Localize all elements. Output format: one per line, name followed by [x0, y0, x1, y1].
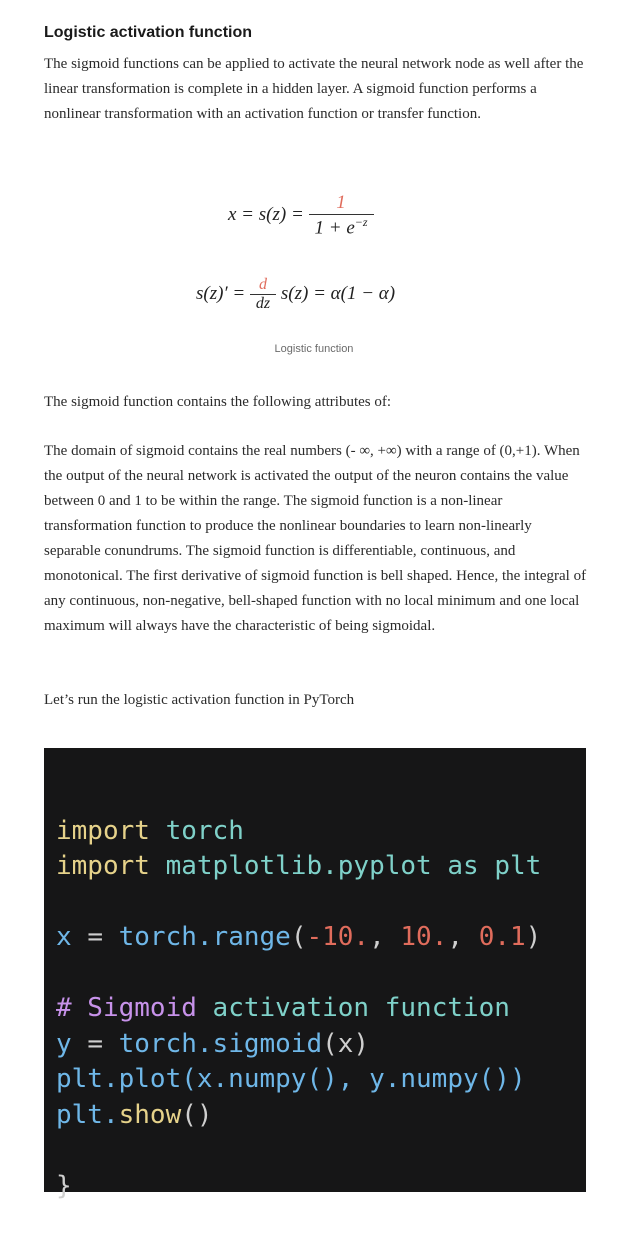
formula-fraction [309, 192, 374, 239]
derivative-lhs: s(z)′ = [196, 282, 246, 304]
code-line-5 [56, 956, 586, 992]
code-call: torch.range [118, 922, 291, 952]
code-args: (x) [322, 1028, 370, 1059]
code-call: torch.sigmoid [118, 1028, 323, 1059]
code-variable: x [56, 922, 72, 952]
code-module: torch [165, 815, 244, 846]
attributes-paragraph: The domain of sigmoid contains the real numbers (- ∞, +∞) with a range of (0,+1). When the output of the neural network is activated the output of the neuron contains the value between 0 and 1 to be within the range. The sigmoid function is a non-linear transformation function to produce the nonlinear boundaries to learn non-linearly separable conundrums. The sigmoid function is differentiable, continuous, and monotonical. The first derivative of sigmoid function is bell shaped. Hence, the integral of any continuous, non-negative, bell-shaped function with no local minimum and one local maximum will always have the characteristic of being sigmoidal. [44, 443, 587, 634]
code-comma: , [447, 922, 464, 952]
fraction-numerator: 1 [309, 192, 374, 215]
code-line-7 [56, 1027, 586, 1063]
denominator-exponent: −z [354, 215, 368, 229]
code-keyword: as [447, 851, 479, 881]
code-variable: y [56, 1028, 72, 1059]
code-block [44, 748, 586, 1201]
code-paren: ) [525, 922, 542, 952]
derivative-rhs: s(z) = α(1 − α) [280, 282, 396, 304]
denominator-base: 1 + e [314, 217, 355, 239]
code-alias: plt [494, 851, 542, 881]
code-line-3 [56, 885, 586, 921]
code-method: show [118, 1099, 182, 1130]
derivative-denominator: dz [255, 295, 271, 312]
code-number: 10. [400, 922, 448, 952]
code-line-11 [56, 1169, 586, 1205]
code-line-4 [56, 920, 586, 956]
fraction-denominator [309, 215, 374, 239]
code-keyword: import [56, 851, 150, 881]
code-line-6 [56, 991, 586, 1027]
code-object: plt. [56, 1099, 119, 1130]
derivative-formula [196, 276, 395, 313]
code-line-9 [56, 1098, 586, 1134]
code-line-10 [56, 1133, 586, 1169]
code-line-8 [56, 1062, 586, 1098]
intro-paragraph: The sigmoid functions can be applied to activate the neural network node as well after the linear transformation is complete in a hidden layer. A sigmoid function performs a nonlinear transformation with an activation function or transfer function. [44, 56, 584, 122]
code-comment: # Sigmoid [56, 993, 197, 1023]
attributes-intro: The sigmoid function contains the following attributes of: [44, 394, 392, 410]
code-comma: , [369, 922, 385, 952]
derivative-numerator: d [250, 276, 276, 295]
code-line-1 [56, 814, 586, 850]
formula-lhs: x = s(z) = [228, 204, 304, 226]
code-paren: ( [290, 922, 307, 952]
section-heading: Logistic activation function [44, 24, 253, 41]
code-number: 0.1 [478, 922, 526, 952]
code-paren: () [181, 1099, 213, 1130]
code-keyword: import [56, 815, 150, 846]
code-operator: = [87, 922, 103, 952]
code-module: matplotlib.pyplot [165, 851, 432, 881]
code-number: -10. [306, 922, 370, 952]
figure-caption: Logistic function [274, 343, 354, 355]
code-brace: } [56, 1170, 72, 1201]
sigmoid-formula [228, 192, 374, 239]
code-line-2 [56, 849, 586, 885]
derivative-fraction [250, 276, 276, 313]
run-text: Let’s run the logistic activation function in PyTorch [44, 692, 355, 708]
code-comment-rest: activation function [212, 993, 510, 1023]
code-statement: plt.plot(x.numpy(), y.numpy()) [56, 1064, 526, 1094]
code-operator: = [87, 1028, 103, 1059]
